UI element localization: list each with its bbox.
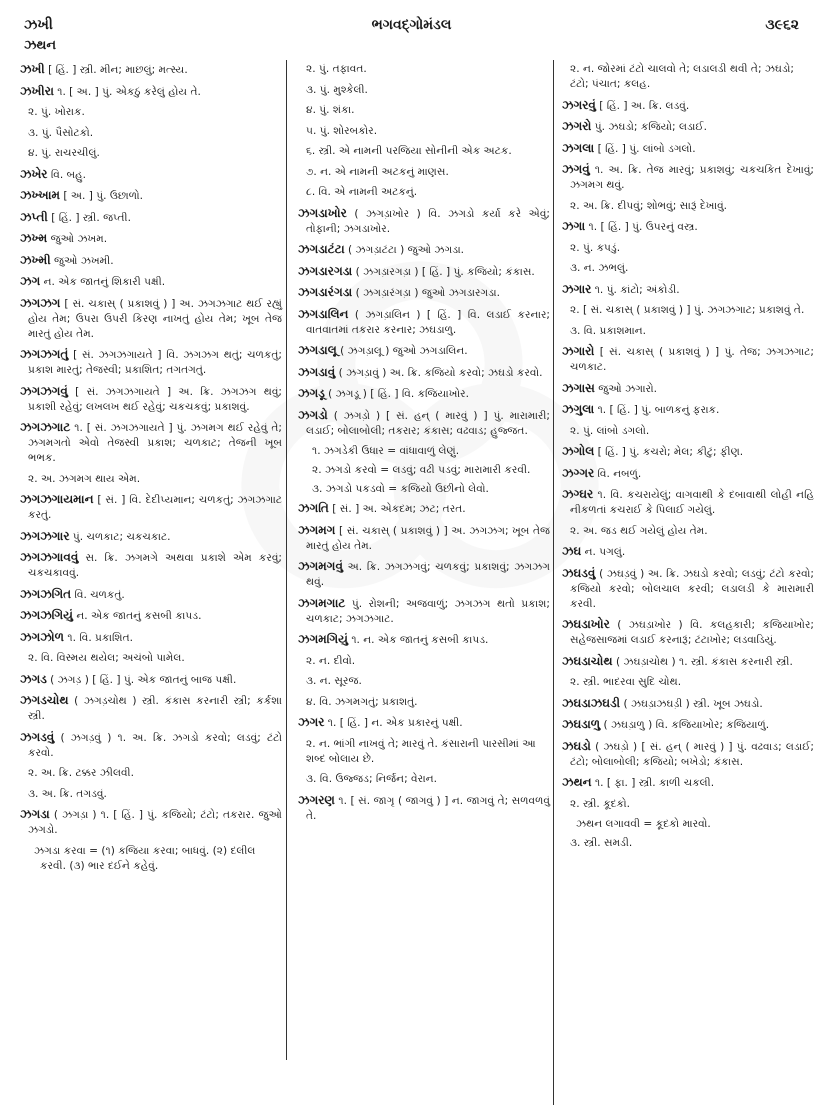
definition: [ હિં. ] સ્ત્રી. જપ્તી. xyxy=(47,211,131,224)
dictionary-entry xyxy=(20,608,282,624)
dictionary-entry xyxy=(20,730,282,761)
definition: પું. ચળકાટ; ચકચકાટ. xyxy=(69,530,171,543)
sub-sense: ૨. અ. જડ થઈ ગયેલું હોય તેમ. xyxy=(570,524,708,537)
dictionary-entry xyxy=(20,347,282,378)
dictionary-entry xyxy=(562,98,814,114)
sub-sense: ૨. સ્ત્રી. કૂદકો. xyxy=(570,797,631,810)
sub-sense: ૩. વિ. પ્રકાશમાન. xyxy=(570,324,646,337)
dictionary-entry xyxy=(562,141,814,157)
page-header xyxy=(24,14,799,36)
definition: [ અ. ] પું. ઉછાળો. xyxy=(60,190,143,202)
definition: જુઓ ઝગારો. xyxy=(594,382,658,395)
definition: ( ઝગડ઼ારગડ઼ા ) [ હિં. ] પું. કજિયો; કંકાસ. xyxy=(352,265,535,278)
dictionary-entry xyxy=(20,62,282,78)
headword: ઝગોલ xyxy=(562,444,595,458)
definition: અ. ક્રિ. ઝગઝગવું; ચળકવું; પ્રકાશવું; ઝગઝગ થવું. xyxy=(306,561,550,588)
definition: ( ઝગડ઼ા ) ૧. [ હિં. ] પું. કજિયો; ટંટો; તકરાર. જુઓ ઝગડો. xyxy=(28,809,282,836)
headword: ઝગર xyxy=(298,715,325,729)
definition: સ. ક્રિ. ઝગમગે અથવા પ્રકાશે એમ કરવું; ચકચકાવવું. xyxy=(28,552,282,579)
headword: ઝઘડો xyxy=(562,738,591,753)
headword: ઝપ્તી xyxy=(20,209,48,224)
sub-sense: ૬. સ્ત્રી. એ નામની પરજિયા સોનીની એક અટક. xyxy=(306,145,512,157)
headword: ઝગડ xyxy=(20,671,47,686)
headword: ઝગડો xyxy=(298,407,328,422)
dictionary-entry xyxy=(562,775,814,791)
dictionary-entry xyxy=(562,444,814,460)
dictionary-entry xyxy=(562,344,814,375)
dictionary-entry xyxy=(562,466,814,482)
headword: ઝગ્ઘર xyxy=(562,487,594,501)
sub-sense: ૪. વિ. ઝગમગતું; પ્રકાશતું. xyxy=(306,695,418,708)
definition: ( ઝગડ઼ો ) [ સં. હન્ ( મારવું ) ] પું. મારામારી; લડાઈ; બોલાબોલી; તકરાર; કંકાસ; વઢવાડ; હુજ્જત. xyxy=(306,409,550,437)
definition: ( ઝઘડ઼ાખોર ) વિ. કલહકારી; કજિયાખોર; સહેજસાજમાં લડાઈ કરનારૂં; ટંટાખોર; લડવાડિયું. xyxy=(570,619,814,646)
dictionary-entry xyxy=(20,587,282,603)
idiom-line: ૧. ઝગડેકી ઉધાર = વાંધાવાળું લેણું. xyxy=(312,445,460,457)
dictionary-entry xyxy=(20,807,282,838)
dictionary-entry xyxy=(20,274,282,290)
headword: ઝઘડવું xyxy=(562,565,596,580)
dictionary-entry xyxy=(298,343,550,359)
definition: [ સં. ચકાસ્ ( પ્રકાશવું ) ] અ. ઝગઝગાટ થઈ રહ્યું હોય તેમ; ઉપરા ઉપરી કિરણ નાખતું હોય તેમ; ખૂબ તેજ મારતું હોય તેમ. xyxy=(28,297,282,340)
headword: ઝગઝગિત xyxy=(20,586,72,601)
definition: [ સં. ] અ. એકદમ; ઝટ; તરત. xyxy=(328,503,466,515)
dictionary-entry xyxy=(298,242,550,258)
dictionary-entry xyxy=(20,84,282,100)
sub-sense: ૪. પું. શંકા. xyxy=(306,104,355,116)
headword: ઝગઝગવું xyxy=(20,383,68,398)
headword: ઝઘડાળુ xyxy=(562,717,601,731)
dictionary-entry xyxy=(20,693,282,724)
headword: ઝગાર xyxy=(562,281,592,296)
column-divider-1 xyxy=(286,60,287,1060)
definition: પું. ઝઘડો; કજિયો; લડાઈ. xyxy=(591,121,707,133)
dictionary-entry xyxy=(562,739,814,770)
headword: ઝગઝગિયું xyxy=(20,608,73,622)
sub-sense: ૨. અ. ક્રિ. દીપવું; શોભવું; સારૂં દેખાવું. xyxy=(570,199,728,212)
sub-sense: ૨. પું. લાંબો ડગલો. xyxy=(570,424,650,437)
definition: [ સં. ચકાસ્ ( પ્રકાશવું ) ] પું. તેજ; ઝગઝગાટ; ચળકાટ. xyxy=(570,346,814,373)
dictionary-entry xyxy=(562,487,814,518)
definition: ૧. [ હિં. ] પું. ઉપરનું વસ્ત્ર. xyxy=(585,221,698,233)
sub-sense: ૩. ન. ઝભલું. xyxy=(570,262,629,274)
definition: ( ઝઘડ઼ાળુ ) વિ. કજિયાખોર; કજિયાળું. xyxy=(600,719,770,731)
sub-sense: ૫. પું. શોરબકોર. xyxy=(306,124,378,137)
dictionary-entry xyxy=(20,492,282,523)
definition: ( ઝગડ઼ાવું ) અ. ક્રિ. કજિયો કરવો; ઝઘડો કરવો. xyxy=(335,366,543,379)
headword: ઝખીરા xyxy=(20,83,54,98)
dictionary-entry xyxy=(298,559,550,590)
dictionary-entry xyxy=(20,630,282,646)
sub-sense: ૨. પું. ખોરાક. xyxy=(28,106,85,118)
definition: પું. રોશની; અજવાળું; ઝગઝગ થતો પ્રકાશ; ચળકાટ; ઝગઝગાટ. xyxy=(306,597,550,625)
dictionary-entry xyxy=(298,501,550,517)
definition: ૧. વિ. કચરાયેલું; વાગવાથી કે દબાવાથી લોહી નહિ નીકળતાં કચરાઈ કે પિલાઈ ગયેલું. xyxy=(570,489,814,516)
headword: ઝગમગિયું xyxy=(298,632,348,646)
headword: ઝઘડાખોર xyxy=(562,617,610,631)
headword: ઝગાસ xyxy=(562,380,595,395)
page-number: ૩૯૬૨ xyxy=(765,17,799,33)
sub-sense: ૨. ન. દીવો. xyxy=(306,654,356,667)
definition: વિ. બહુ. xyxy=(47,168,87,181)
definition: ૧. [ હિં. ] પું. બાળકનું ફરાક. xyxy=(594,404,720,416)
idiom-line: ઝગડા કરવા = (૧) કજિયા કરવા; બાધવું. (૨) દલીલ કરવી. (૩) ભાર દઈને કહેવું. xyxy=(34,844,256,872)
headword: ઝખેર xyxy=(20,166,48,181)
headword: ઝગારો xyxy=(562,344,595,358)
definition: [ સં. ઝગઝગાયતે ] વિ. ઝગઝગ થતું; ચળકતું; પ્રકાશ મારતું; તેજસ્વી; પ્રકાશિત; તગતગતું. xyxy=(28,349,282,376)
dictionary-entry xyxy=(20,529,282,545)
definition: ન. પગલું. xyxy=(581,546,626,558)
headword: ઝગડારંગડા xyxy=(298,285,353,299)
headword: ઝગઝગાટ xyxy=(20,420,71,434)
definition: [ હિં. ] અ. ક્રિ. લડવું. xyxy=(595,99,690,112)
sub-sense: ૮. વિ. એ નામની અટકનું. xyxy=(306,186,418,198)
dictionary-entry xyxy=(20,167,282,183)
dictionary-entry xyxy=(562,219,814,235)
headword: ઝગડા xyxy=(20,807,50,821)
dictionary-entry xyxy=(298,386,550,402)
headword: ઝખી xyxy=(20,62,45,76)
headword: ઝગઝગ xyxy=(20,295,61,310)
headword: ઝગડચોથ xyxy=(20,693,69,707)
headword: ઝઘડાઝઘડી xyxy=(562,695,621,710)
headword: ઝગડાખોર xyxy=(298,205,347,220)
dictionary-entry xyxy=(562,654,814,670)
sub-sense: ૨. વિ. વિસ્મય થયેલ; અચંબો પામેલ. xyxy=(28,652,185,664)
definition: [ સં. ચકાસ્ ( પ્રકાશવું ) ] અ. ઝગઝગ; ખૂબ તેજ મારતું હોય તેમ. xyxy=(306,524,550,552)
definition: ( ઝઘડ઼ાચોથ ) ૧. સ્ત્રી. કંકાસ કરનારી સ્ત્રી. xyxy=(612,655,793,668)
definition: ૧. [ સં. ઝગઝગાયતે ] પું. ઝગમગ થઈ રહેવું તે; ઝગમગતો એવો તેજસ્વી પ્રકાશ; ચળકાટ; તેજની ખૂબ ભભક. xyxy=(28,422,282,464)
sub-sense: ૨. પું. કપડું. xyxy=(570,241,621,254)
headword: ઝગડાવું xyxy=(298,364,336,379)
sub-sense: ૩. પું. પૈસોટકો. xyxy=(28,126,94,139)
definition: ૧. [ ફા. ] સ્ત્રી. કાળી ચકલી. xyxy=(591,777,715,789)
sub-sense: ૨. ન. જોરમાં ટંટો ચાલવો તે; લડાલડી થવી તે; ઝઘડો; ટંટો; પંચાત; કલહ. xyxy=(570,63,794,90)
headword: ઝગમગાટ xyxy=(298,595,346,610)
dictionary-entry xyxy=(298,365,550,381)
definition: જુઓ ઝખમ. xyxy=(47,233,108,245)
headword: ઝગતિ xyxy=(298,501,329,515)
definition: ૧. વિ. પ્રકાશિત. xyxy=(64,631,133,644)
headword: ઝખ્મ xyxy=(20,231,48,245)
dictionary-entry xyxy=(298,523,550,554)
definition: [ હિં. ] સ્ત્રી. મીન; માછલું; મત્સ્ય. xyxy=(44,64,188,76)
dictionary-entry xyxy=(298,793,550,824)
dictionary-entry xyxy=(20,253,282,269)
headword: ઝગવું xyxy=(562,162,590,176)
headword: ઝગડારગડા xyxy=(298,263,353,278)
sub-sense: ૪. પું. રાચરચીલું. xyxy=(28,147,100,159)
headword: ઝગડૂ xyxy=(298,386,325,400)
headword: ઝગમગ xyxy=(298,522,336,537)
sub-sense: ૨. ન. ભાંગી નાખવું તે; મારવું તે. કંસારાની પારસીમાં આ શબ્દ બોલાય છે. xyxy=(306,737,536,765)
headword: ઝગડાલિન xyxy=(298,306,349,321)
dictionary-entry xyxy=(20,231,282,247)
sub-sense: ૩. પું. મુશ્કેલી. xyxy=(306,83,368,96)
headword: ઝગ xyxy=(20,274,41,288)
sub-sense: ૨. અ. ઝગમગ થાય એમ. xyxy=(28,472,141,485)
dictionary-entry xyxy=(562,402,814,418)
headword: ઝગરો xyxy=(562,119,592,133)
sub-sense: ૭. ન. એ નામની અટકનું માણસ. xyxy=(306,165,449,178)
idiom-line: ઝથન લગાવવી = કૂદકો મારવો. xyxy=(576,818,711,830)
dictionary-entry xyxy=(298,206,550,237)
column-3 xyxy=(562,62,814,857)
sub-sense: ૨. પું. તફાવત. xyxy=(306,63,367,75)
definition: ( ઝગડ઼ાલિન ) [ હિં. ] વિ. લડાઈ કરનાર; વાતવાતમાં તકરાર કરનાર; ઝઘડાળુ. xyxy=(306,308,550,336)
dictionary-entry xyxy=(298,632,550,648)
page-title: ભગવદ્ગોમંડલ xyxy=(371,17,452,33)
headword: ઝગઝગતું xyxy=(20,347,69,361)
dictionary-entry xyxy=(562,696,814,712)
definition: [ હિં. ] પું. લાંબો ડગલો. xyxy=(594,142,696,155)
dictionary-entry xyxy=(20,672,282,688)
definition: ( ઝઘડ઼ો ) [ સં. હન્ ( મારવું ) ] પું. વઢવાડ; લડાઈ; ટંટો; બોલાબોલી; કજિયો; બખેડો; કંકાસ. xyxy=(570,740,814,768)
guide-word-last: ઝથન xyxy=(24,38,57,53)
headword: ઝગઝોળ xyxy=(20,629,65,644)
headword: ઝથન xyxy=(562,775,592,789)
headword: ઝગા xyxy=(562,219,586,233)
definition: ન. એક જાતનું કસબી કાપડ. xyxy=(72,610,202,622)
definition: ( ઝઘડ઼વું ) અ. ક્રિ. ઝઘડો કરવો; લડવું; ટંટો કરવો; કજિયો કરવો; બોલચાલ કરવી; લડાલડી કે મારામારી કરવી. xyxy=(570,567,814,610)
definition: [ સં. ઝગઝગાયતે ] અ. ક્રિ. ઝગઝગ થવું; પ્રકાશી રહેવું; લખલખ થઈ રહેવું; ચકચકવું; પ્રકાશવું. xyxy=(28,385,282,413)
dictionary-entry xyxy=(298,285,550,301)
definition: વિ. નબળું. xyxy=(594,467,642,480)
headword: ઝઘ xyxy=(562,544,582,558)
dictionary-entry xyxy=(20,384,282,415)
headword: ઝગુલા xyxy=(562,402,595,416)
idiom-line: ૨. ઝગડો કરવો = લડવું; વઢી પડવું; મારામારી કરવી. xyxy=(312,464,531,476)
headword: ઝગલા xyxy=(562,140,595,155)
definition: ૧. [ સં. જાગૃ ( જાગવું ) ] ન. જાગવું તે; સળવળવું તે. xyxy=(306,794,550,822)
definition: ૧. [ હિં. ] ન. એક પ્રકારનું પક્ષી. xyxy=(324,717,463,729)
sub-sense: ૩. સ્ત્રી. સમડી. xyxy=(570,837,633,849)
dictionary-entry xyxy=(562,617,814,648)
dictionary-entry xyxy=(20,188,282,204)
headword: ઝગઝગાયમાન xyxy=(20,492,94,506)
definition: ( ઝગડ઼ાટંટા ) જુઓ ઝગડા. xyxy=(344,244,465,256)
headword: ઝગઝગાર xyxy=(20,528,70,543)
definition: [ હિં. ] પું. કચરો; મેલ; કીટું; ફીણ. xyxy=(594,446,744,458)
sub-sense: ૩. અ. ક્રિ. તગડવું. xyxy=(28,787,107,800)
headword: ઝગડાલૂ xyxy=(298,343,337,357)
headword: ઝખ્ખામ xyxy=(20,188,61,202)
definition: જુઓ ઝખમી. xyxy=(50,254,114,267)
headword: ઝગ્ગર xyxy=(562,465,595,480)
dictionary-entry xyxy=(298,408,550,439)
dictionary-entry xyxy=(562,566,814,612)
sub-sense: ૩. વિ. ઉજ્જડ; નિર્જન; વેરાન. xyxy=(306,773,437,785)
dictionary-entry xyxy=(562,544,814,560)
sub-sense: ૨. અ. ક્રિ. ટક્કર ઝીલવી. xyxy=(28,767,134,779)
dictionary-entry xyxy=(298,307,550,338)
definition: [ સં. ] વિ. દેદીપ્યમાન; ચળકતું; ઝગઝગાટ કરતું. xyxy=(28,494,282,521)
dictionary-entry xyxy=(562,119,814,135)
headword: ઝગઝગાવવું xyxy=(20,550,79,564)
definition: ૧. ન. એક જાતનું કસબી કાપડ. xyxy=(347,634,489,646)
column-1 xyxy=(20,62,282,878)
dictionary-entry xyxy=(562,162,814,193)
definition: ( ઝગડ઼ારંગડ઼ા ) જુઓ ઝગડારગડા. xyxy=(352,287,500,299)
dictionary-entry xyxy=(562,282,814,298)
column-2 xyxy=(298,62,550,829)
definition: ( ઝઘડ઼ાઝઘડ઼ી ) સ્ત્રી. ખૂબ ઝઘડો. xyxy=(620,697,763,710)
dictionary-entry xyxy=(20,210,282,226)
headword: ઝગમગવું xyxy=(298,559,343,573)
definition: ૧. અ. ક્રિ. તેજ મારવું; પ્રકાશવું; ચકચકિત દેખાવું; ઝગમગ થવું. xyxy=(570,164,814,191)
dictionary-entry xyxy=(298,596,550,627)
definition: વિ. ચળકતું. xyxy=(71,588,125,601)
sub-sense: ૩. ન. સૂરજ. xyxy=(306,675,362,687)
headword: ઝખ્મી xyxy=(20,252,51,267)
headword: ઝગરવું xyxy=(562,97,596,112)
definition: ( ઝગડ઼વું ) ૧. અ. ક્રિ. ઝગડો કરવો; લડવું; ટંટો કરવો. xyxy=(28,731,282,759)
definition: ( ઝગડ઼ૂ ) [ હિં. ] વિ. કજિયાખોર. xyxy=(324,388,469,400)
definition: ( ઝગડ઼ાલૂ ) જુઓ ઝગડાલિન. xyxy=(336,345,468,357)
definition: ( ઝગડ઼ચોથ ) સ્ત્રી. કંકાસ કરનારી સ્ત્રી; કર્કશા સ્ત્રી. xyxy=(28,695,282,722)
definition: ( ઝગડ઼ ) [ હિં. ] પું. એક જાતનું બાજ પક્ષી. xyxy=(46,673,237,686)
dictionary-entry xyxy=(20,420,282,466)
dictionary-entry xyxy=(20,550,282,581)
definition: ૧. પું. કાંટો; અંકોડી. xyxy=(591,283,680,296)
headword: ઝગડવું xyxy=(20,729,55,744)
headword: ઝગરણ xyxy=(298,792,335,807)
dictionary-entry xyxy=(298,715,550,731)
idiom-line: ૩. ઝગડો પકડવો = કજિયો ઉછીનો લેવો. xyxy=(312,483,489,495)
dictionary-entry xyxy=(562,381,814,397)
column-divider-2 xyxy=(553,60,554,1105)
sub-sense: ૨. [ સં. ચકાસ્ ( પ્રકાશવું ) ] પું. ઝગઝગાટ; પ્રકાશવું તે. xyxy=(570,304,805,316)
dictionary-entry xyxy=(298,264,550,280)
dictionary-entry xyxy=(562,717,814,733)
headword: ઝઘડાચોથ xyxy=(562,653,613,668)
definition: ન. એક જાતનું શિકારી પક્ષી. xyxy=(40,276,166,288)
definition: ૧. [ અ. ] પું. એકઠું કરેલું હોય તે. xyxy=(53,85,201,98)
headword: ઝગડાટંટા xyxy=(298,242,345,256)
guide-word-first: ઝખી xyxy=(24,17,53,33)
definition: ( ઝગડ઼ાખોર ) વિ. ઝગડો કર્યા કરે એવું; તોફાની; ઝગડાખોર. xyxy=(306,207,550,235)
sub-sense: ૨. સ્ત્રી. ભાદરવા સુદિ ચોથ. xyxy=(570,676,682,688)
dictionary-entry xyxy=(20,296,282,342)
